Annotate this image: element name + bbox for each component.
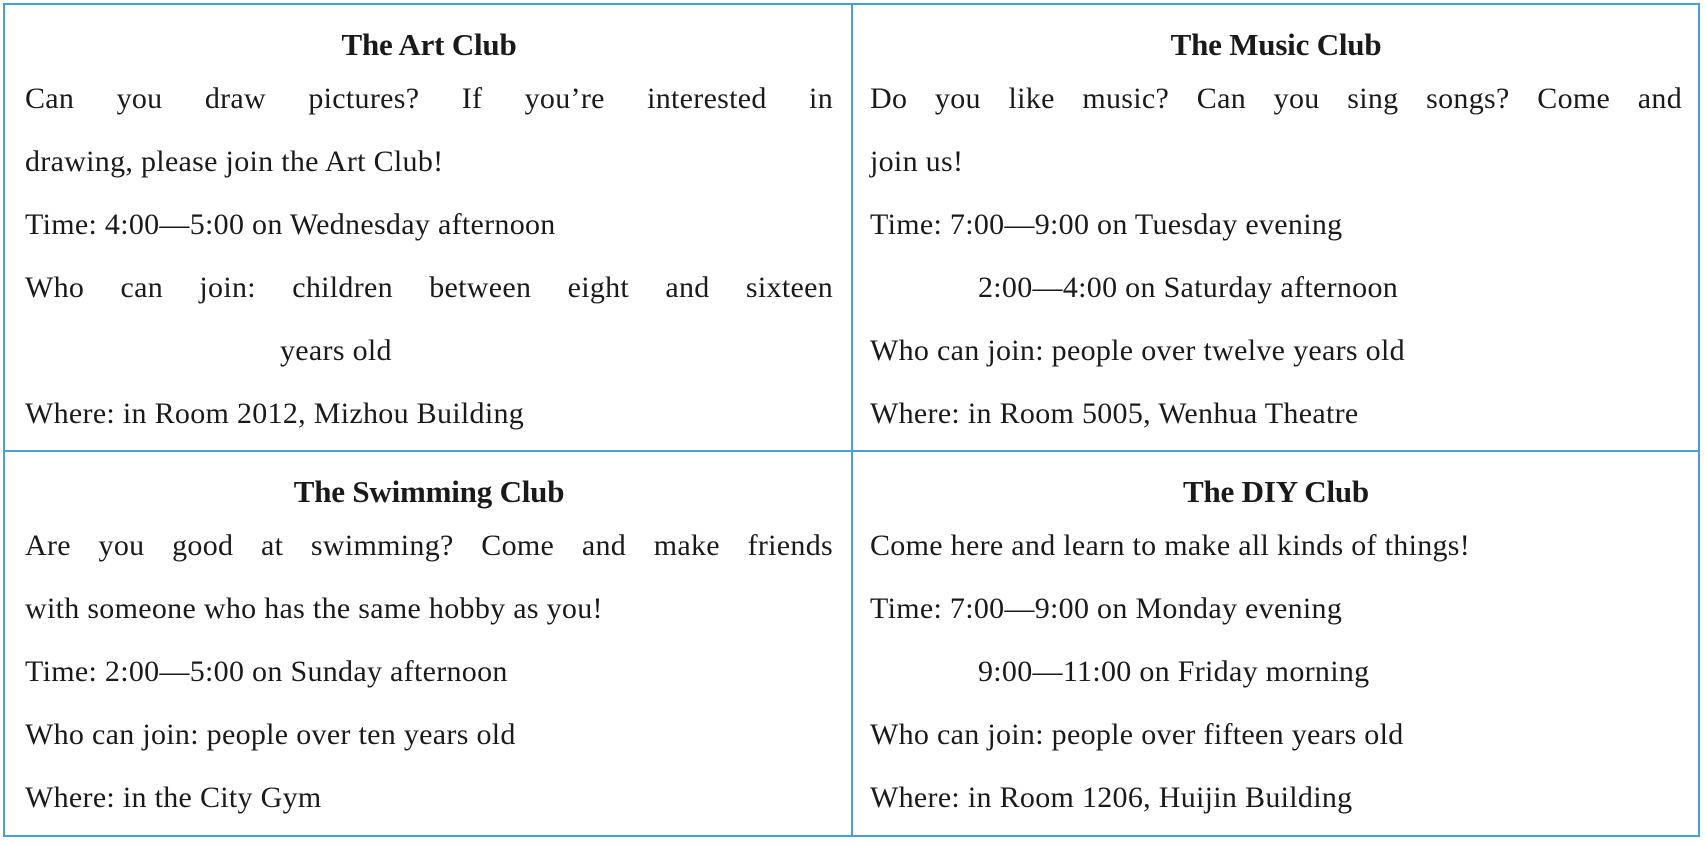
swimming-club-time: Time: 2:00—5:00 on Sunday afternoon bbox=[25, 655, 508, 688]
art-club-description-line-1: Can you draw pictures? If you’re interested in bbox=[25, 82, 833, 115]
music-club-who: Who can join: people over twelve years old bbox=[870, 334, 1405, 367]
music-club-where: Where: in Room 5005, Wenhua Theatre bbox=[870, 397, 1359, 430]
diy-club-who: Who can join: people over fifteen years old bbox=[870, 718, 1404, 751]
music-club-title: The Music Club bbox=[1170, 27, 1382, 62]
diy-club-time-line-2: 9:00—11:00 on Friday morning bbox=[978, 655, 1370, 688]
diy-club-description: Come here and learn to make all kinds of things! bbox=[870, 529, 1471, 562]
swimming-club-description-line-2: with someone who has the same hobby as you! bbox=[25, 592, 603, 625]
diy-club-title: The DIY Club bbox=[1183, 474, 1369, 509]
diy-club-where: Where: in Room 1206, Huijin Building bbox=[870, 781, 1353, 814]
clubs-table bbox=[3, 3, 1700, 837]
swimming-club-description-line-1: Are you good at swimming? Come and make friends bbox=[25, 529, 833, 562]
art-club-where: Where: in Room 2012, Mizhou Building bbox=[25, 397, 525, 430]
art-club-title: The Art Club bbox=[341, 27, 517, 62]
music-club-cell bbox=[853, 5, 1698, 452]
art-club-description-line-2: drawing, please join the Art Club! bbox=[25, 145, 444, 178]
swimming-club-where: Where: in the City Gym bbox=[25, 781, 322, 814]
swimming-club-who: Who can join: people over ten years old bbox=[25, 718, 516, 751]
art-club-cell bbox=[5, 5, 853, 452]
diy-club-cell bbox=[853, 452, 1698, 835]
art-club-who-line-2: years old bbox=[280, 334, 392, 367]
art-club-time: Time: 4:00—5:00 on Wednesday afternoon bbox=[25, 208, 556, 241]
art-club-who-line-1: Who can join: children between eight and sixteen bbox=[25, 271, 833, 304]
swimming-club-cell bbox=[5, 452, 853, 835]
swimming-club-title: The Swimming Club bbox=[293, 474, 565, 509]
diy-club-time-line-1: Time: 7:00—9:00 on Monday evening bbox=[870, 592, 1343, 625]
music-club-time-line-2: 2:00—4:00 on Saturday afternoon bbox=[978, 271, 1399, 304]
music-club-description-line-1: Do you like music? Can you sing songs? Come and bbox=[870, 82, 1682, 115]
music-club-description-line-2: join us! bbox=[870, 145, 964, 178]
music-club-time-line-1: Time: 7:00—9:00 on Tuesday evening bbox=[870, 208, 1343, 241]
